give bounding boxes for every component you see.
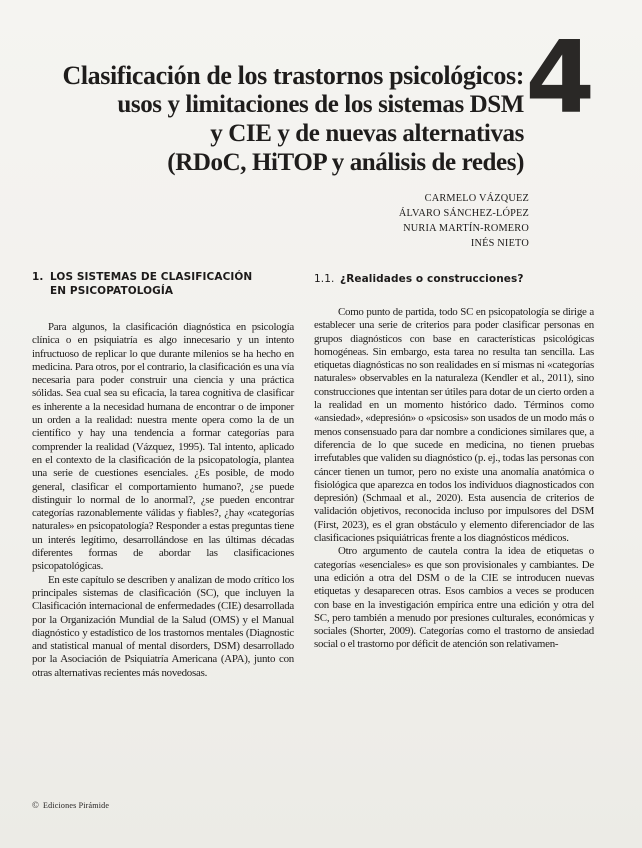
chapter-title: [24, 61, 524, 177]
section-title: [50, 270, 252, 298]
chapter-title-line-3: y CIE y de nuevas alternativas: [210, 120, 524, 147]
author-list: [399, 191, 529, 251]
section-heading: [32, 270, 294, 298]
author: NURIA MARTÍN-ROMERO: [403, 223, 529, 234]
subsection-title: ¿Realidades o construcciones?: [340, 273, 524, 285]
page-footer: [32, 800, 109, 810]
copyright-symbol: ©: [32, 800, 40, 810]
left-column: [32, 270, 294, 680]
section-number: 1.: [32, 271, 44, 283]
right-column: [314, 272, 594, 652]
paragraph: En este capítulo se describen y analizan de modo crítico los principales sistemas de clasificación (SC), que incluyen la Clasificación internacional de enfermedades (CIE) desarrollada por la Organización Mundial de la Salud (OMS) y el Manual diagnóstico y estadístico de los trastornos mentales (Diagnostic and statistical manual of mental disorders, DSM) desarrollado por la Asociación de Psiquiatría Americana (APA), junto con otras alternativas recientes más novedosas.: [32, 573, 294, 679]
chapter-title-line-1: Clasificación de los trastornos psicológicos:: [62, 61, 524, 90]
paragraph: Como punto de partida, todo SC en psicopatología se dirige a establecer una serie de criterios para poder clasificar personas en grupos diagnósticos con base en características psicológicas homogéneas. Sin embargo, esta tarea no resulta tan sencilla. Las etiquetas diagnósticas no son realidades en sí mismas ni «categorías naturales» observables en la naturaleza (Kendler et al., 2011), sino construcciones que intentan ser útiles para dotar de un cierto orden a la realidad en un momento histórico dado. Términos como «ansiedad», «depresión» o «psicosis» son usados de un modo más o menos consensuado para dar nombre a condiciones similares que, a diferencia de lo que sucede en medicina, no tienen pruebas irrefutables que validen su diagnóstico (p. ej., todas las personas con cáncer tienen un tumor, pero no existe una anomalía anatómica o fisiológica que aparezca en todos los individuos diagnosticados con depresión) (Schmaal et al., 2020). Esta ausencia de criterios de validación objetivos, reconocida incluso por impulsores del DSM (First, 2023), es el gran obstáculo y elemento diferenciador de las clasificaciones psiquiátricas frente a los diagnósticos médicos.: [314, 306, 594, 545]
author: CARMELO VÁZQUEZ: [424, 193, 529, 204]
subsection-heading: [314, 272, 594, 286]
paragraph: Para algunos, la clasificación diagnóstica en psicología clínica o en psiquiatría es algo innecesario y un intento infructuoso de replicar lo que durante milenios se ha hecho en medicina. Para otros, por el contrario, la clasificación es una vía necesaria para poder construir una ciencia y una práctica sólidas. Sea cual sea su eficacia, la tarea cognitiva de clasificar es inherente a la necesidad humana de encontrar o de imponer un orden a la realidad: nuestra mente opera como la de un científico y hay una tendencia a formar categorías para comprender la realidad (Vázquez, 1995). Tal intento, aplicado en el contexto de la clasificación de la psicopatología, plantea una serie de cuestiones esenciales. ¿Es posible, de modo general, clasificar el comportamiento humano?, ¿se puede distinguir lo normal de lo anormal?, ¿se pueden encontrar categorías razonablemente válidas y fiables?, ¿hay «categorías naturales» en psicopatología? Responder a estas preguntas tiene un interés legítimo, desarrollándose en las últimas décadas diferentes formas de abordar las clasificaciones psicopatológicas.: [32, 321, 294, 573]
chapter-number: 4: [525, 19, 595, 136]
section-title-line-2: EN PSICOPATOLOGÍA: [50, 285, 174, 297]
author: ÁLVARO SÁNCHEZ-LÓPEZ: [398, 208, 529, 219]
chapter-title-line-4: (RDoC, HiTOP y análisis de redes): [167, 149, 524, 176]
section-title-line-1: LOS SISTEMAS DE CLASIFICACIÓN: [50, 271, 253, 283]
author: INÉS NIETO: [470, 238, 529, 249]
paragraph: Otro argumento de cautela contra la idea de etiquetas o categorías «esenciales» es que son provisionales y cambiantes. De una edición a otra del DSM o de la CIE se introducen nuevas etiquetas y desaparecen otras. Esos cambios a veces se producen con base en la investigación empírica entre una edición y otra del SC, pero también a menudo por presiones culturales, económicas y sociales (Shorter, 2009). Categorías como el trastorno de ansiedad social o el trastorno por déficit de atención son relativamen-: [314, 545, 594, 651]
publisher-name: Ediciones Pirámide: [43, 800, 110, 810]
chapter-title-line-2: usos y limitaciones de los sistemas DSM: [117, 91, 524, 118]
subsection-number: 1.1.: [314, 273, 335, 285]
